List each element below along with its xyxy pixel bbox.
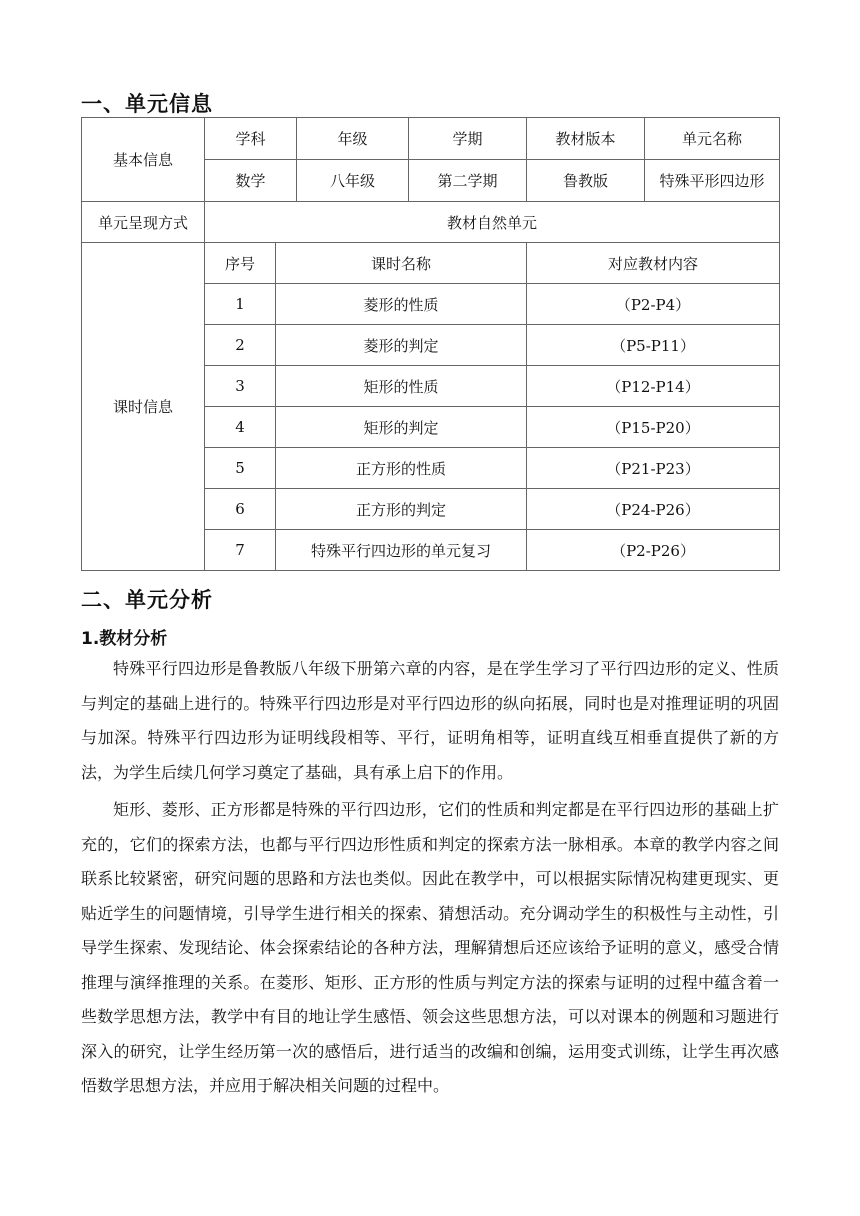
lesson-info-label: 课时信息 <box>82 243 205 571</box>
table-row <box>82 243 780 284</box>
unit-info-table <box>81 117 780 571</box>
lesson-pages: （P21-P23） <box>527 448 780 489</box>
lesson-pages: （P24-P26） <box>527 489 780 530</box>
lesson-name: 正方形的性质 <box>276 448 527 489</box>
basic-info-label: 基本信息 <box>82 118 205 202</box>
lesson-number: 6 <box>205 489 276 530</box>
header-cell: 序号 <box>205 243 276 284</box>
presentation-label: 单元呈现方式 <box>82 202 205 243</box>
header-cell: 课时名称 <box>276 243 527 284</box>
value-cell: 特殊平形四边形 <box>645 160 780 202</box>
lesson-pages: （P5-P11） <box>527 325 780 366</box>
value-cell: 第二学期 <box>409 160 527 202</box>
header-cell: 单元名称 <box>645 118 780 160</box>
lesson-pages: （P12-P14） <box>527 366 780 407</box>
lesson-pages: （P15-P20） <box>527 407 780 448</box>
lesson-name: 菱形的性质 <box>276 284 527 325</box>
section-title-unit-info: 一、单元信息 <box>81 92 213 116</box>
table-row <box>82 202 780 243</box>
lesson-name: 特殊平行四边形的单元复习 <box>276 530 527 571</box>
lesson-pages: （P2-P4） <box>527 284 780 325</box>
header-cell: 教材版本 <box>527 118 645 160</box>
lesson-number: 5 <box>205 448 276 489</box>
section-title-unit-analysis: 二、单元分析 <box>81 588 213 612</box>
lesson-pages: （P2-P26） <box>527 530 780 571</box>
paragraph: 特殊平行四边形是鲁教版八年级下册第六章的内容，是在学生学习了平行四边形的定义、性质与判定的基础上进行的。特殊平行四边形是对平行四边形的纵向拓展，同时也是对推理证明的巩固与加深。特殊平行四边形为证明线段相等、平行，证明角相等，证明直线互相垂直提供了新的方法，为学生后续几何学习奠定了基础，具有承上启下的作用。 <box>81 659 779 782</box>
lesson-number: 3 <box>205 366 276 407</box>
lesson-number: 2 <box>205 325 276 366</box>
header-cell: 学期 <box>409 118 527 160</box>
lesson-name: 矩形的性质 <box>276 366 527 407</box>
subsection-title-textbook-analysis: 1.教材分析 <box>81 629 168 649</box>
value-cell: 数学 <box>205 160 297 202</box>
lesson-number: 4 <box>205 407 276 448</box>
value-cell: 鲁教版 <box>527 160 645 202</box>
lesson-name: 正方形的判定 <box>276 489 527 530</box>
paragraph: 矩形、菱形、正方形都是特殊的平行四边形，它们的性质和判定都是在平行四边形的基础上扩充的，它们的探索方法，也都与平行四边形性质和判定的探索方法一脉相承。本章的教学内容之间联系比较紧密，研究问题的思路和方法也类似。因此在教学中，可以根据实际情况构建更现实、更贴近学生的问题情境，引导学生进行相关的探索、猜想活动。充分调动学生的积极性与主动性，引导学生探索、发现结论、体会探索结论的各种方法，理解猜想后还应该给予证明的意义，感受合情推理与演绎推理的关系。在菱形、矩形、正方形的性质与判定方法的探索与证明的过程中蕴含着一些数学思想方法，教学中有目的地让学生感悟、领会这些思想方法，可以对课本的例题和习题进行深入的研究，让学生经历第一次的感悟后，进行适当的改编和创编，运用变式训练，让学生再次感悟数学思想方法，并应用于解决相关问题的过程中。 <box>81 800 779 1095</box>
lesson-name: 矩形的判定 <box>276 407 527 448</box>
header-cell: 年级 <box>297 118 409 160</box>
value-cell: 八年级 <box>297 160 409 202</box>
lesson-name: 菱形的判定 <box>276 325 527 366</box>
table-row <box>82 118 780 160</box>
header-cell: 学科 <box>205 118 297 160</box>
lesson-number: 1 <box>205 284 276 325</box>
presentation-value: 教材自然单元 <box>205 202 780 243</box>
header-cell: 对应教材内容 <box>527 243 780 284</box>
lesson-number: 7 <box>205 530 276 571</box>
